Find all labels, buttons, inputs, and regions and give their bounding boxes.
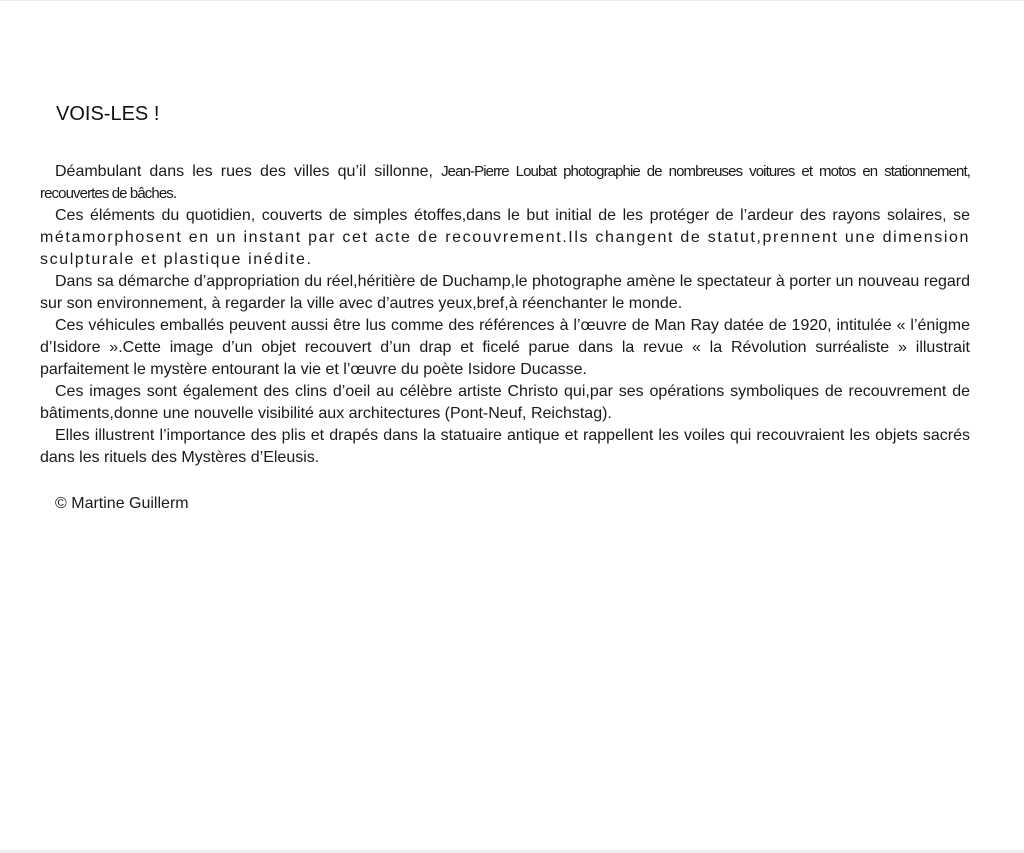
paragraph-intro-start: Déambulant dans les rues des villes qu’il sillonne, — [55, 163, 442, 180]
paragraph-duchamp: Dans sa démarche d’appropriation du réel,héritière de Duchamp,le photographe amène le spectateur à porter un nouveau regard sur son environnement, à regarder la ville avec d’autres yeux,bref,à réenchanter le monde. — [40, 273, 970, 312]
paragraph-eleusis: Elles illustrent l’importance des plis et drapés dans la statuaire antique et rappellent les voiles qui recouvraient les objets sacrés dans les rituels des Mystères d’Eleusis. — [40, 427, 970, 466]
paragraph-everyday-objects — [40, 205, 970, 271]
paragraph-everyday-objects-start: Ces éléments du quotidien, couverts de simples étoffes,dans le but initial de les protéger de l’ardeur des rayons solaires, se — [55, 207, 970, 224]
article-body — [40, 161, 970, 469]
page-title: VOIS-LES ! — [56, 103, 160, 125]
paragraph-christo: Ces images sont également des clins d’oeil au célèbre artiste Christo qui,par ses opérations symboliques de recouvrement de bâtiments,donne une nouvelle visibilité aux architectures (Pont-Neuf, Reichstag). — [40, 383, 970, 422]
paragraph-man-ray: Ces véhicules emballés peuvent aussi être lus comme des références à l’œuvre de Man Ray datée de 1920, intitulée « l’énigme d’Isidore ».Cette image d’un objet recouvert d’un drap et ficelé parue dans la revue « la Révolution surréaliste » illustrait parfaitement le mystère entourant la vie et l’œuvre du poète Isidore Ducasse. — [40, 317, 970, 378]
paragraph-intro-end: Jean-Pierre Loubat photographie de nombreuses voitures et motos en stationnement, recouvertes de bâches. — [40, 163, 970, 202]
author-signature: © Martine Guillerm — [55, 495, 189, 512]
paragraph-everyday-objects-end: métamorphosent en un instant par cet acte de recouvrement.Ils changent de statut,prennent une dimension sculpturale et plastique inédite. — [40, 229, 970, 268]
paragraph-intro — [40, 161, 970, 205]
